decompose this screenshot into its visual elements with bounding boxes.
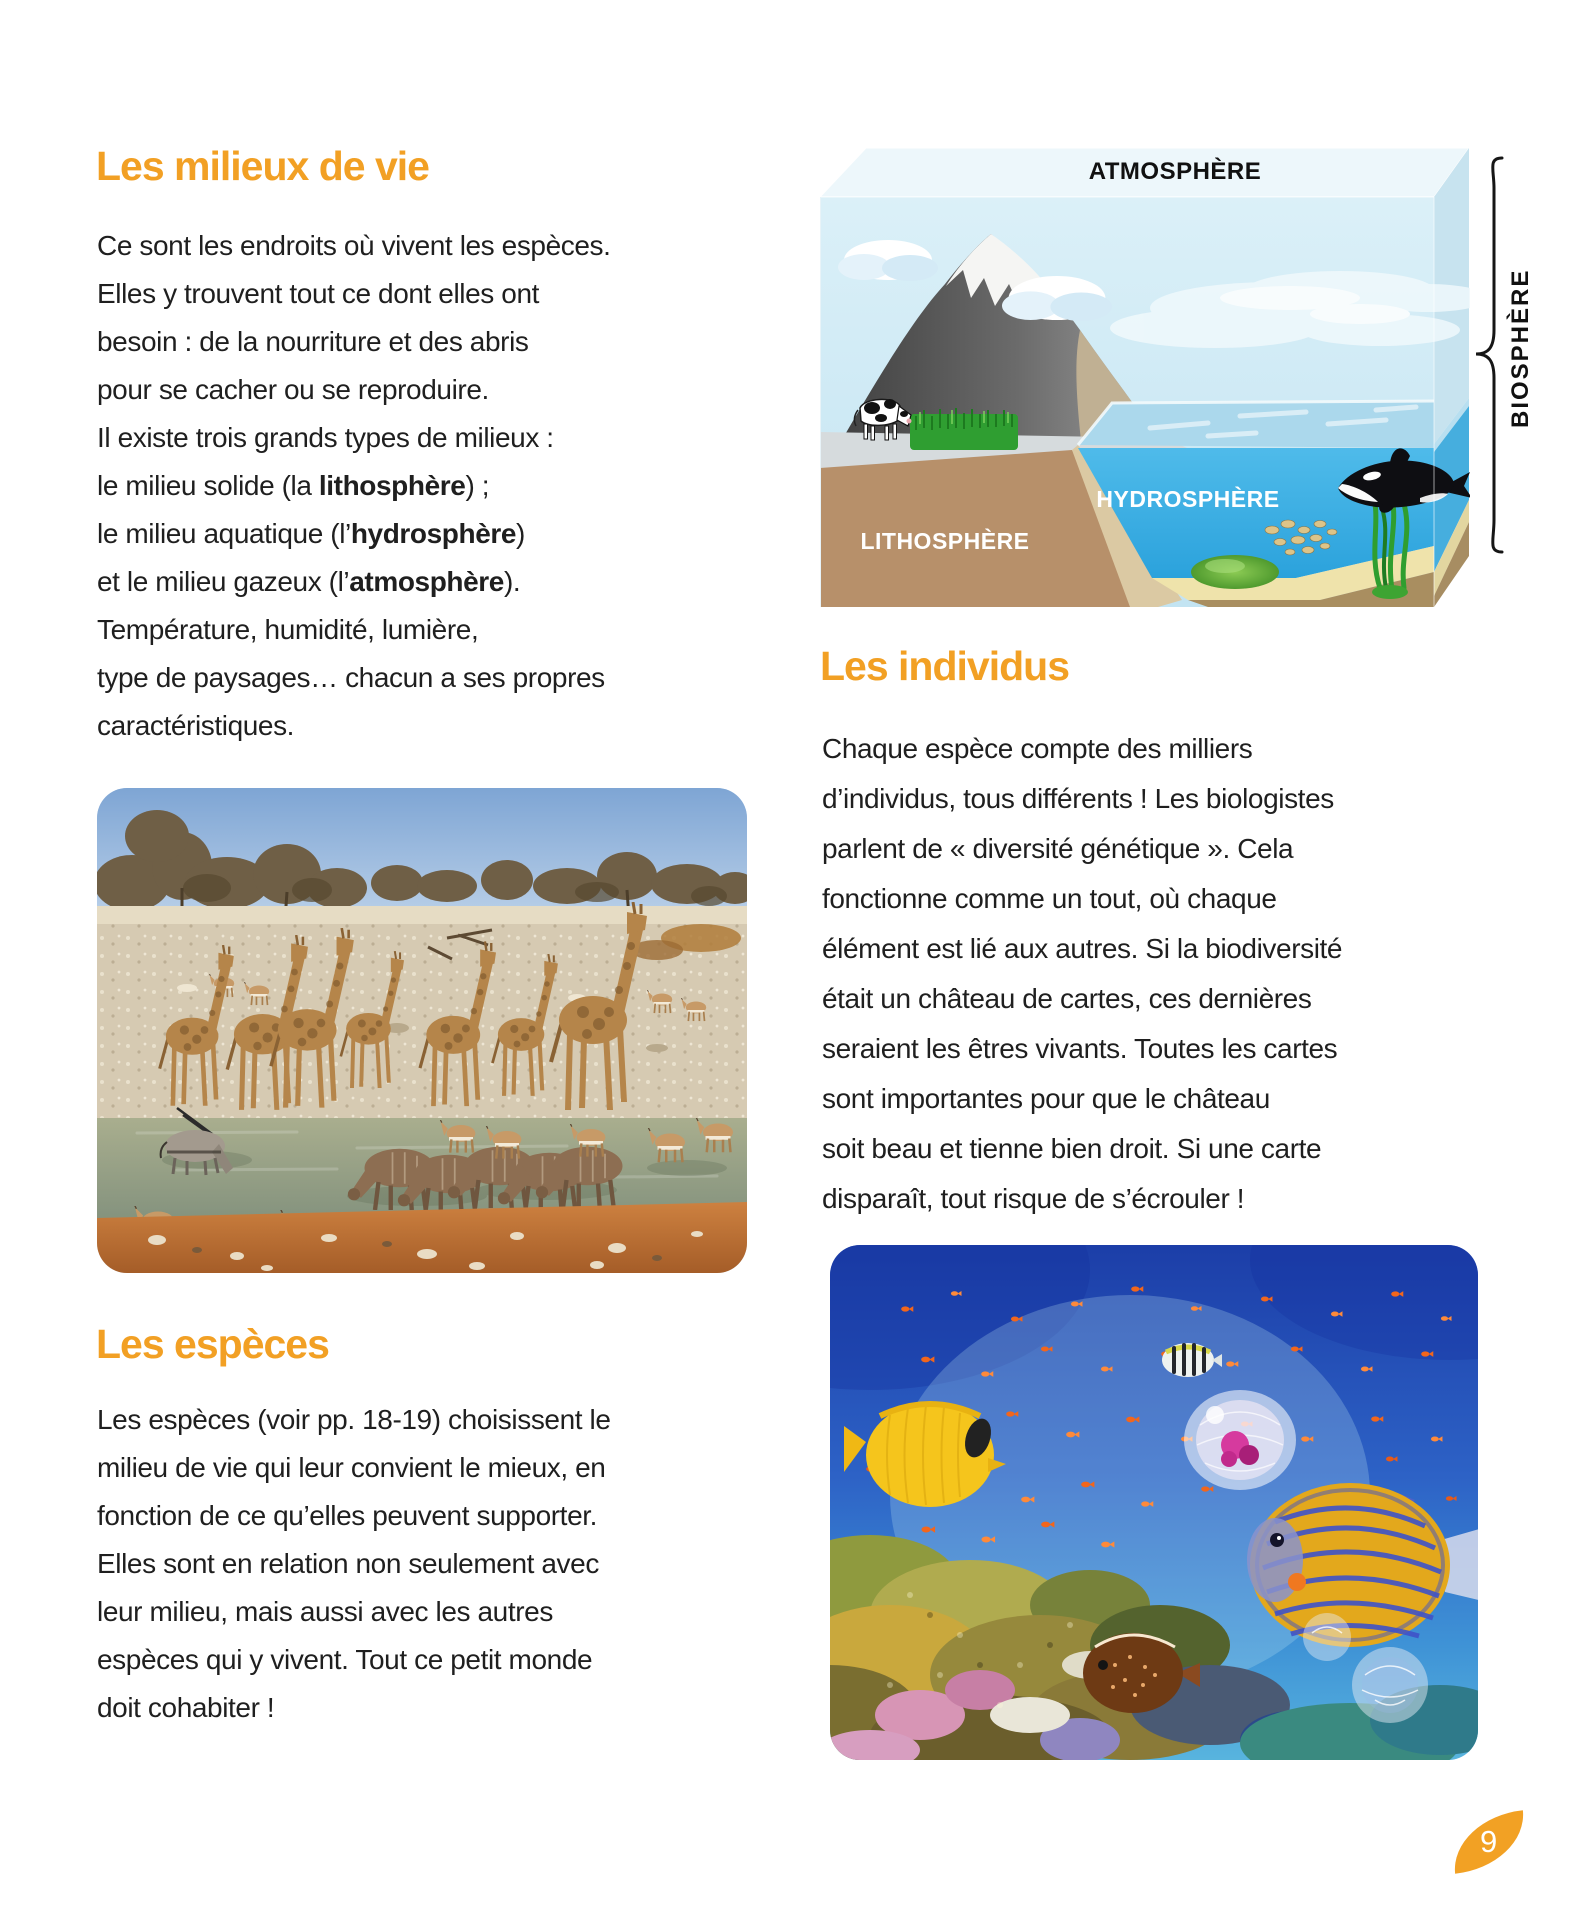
text-line: Elles sont en relation non seulement avec — [97, 1548, 599, 1579]
text-line: d’individus, tous différents ! Les biologistes — [822, 783, 1334, 814]
text-line: était un château de cartes, ces dernières — [822, 983, 1312, 1014]
savanna-waterhole-photo — [97, 788, 747, 1273]
text-line: Il existe trois grands types de milieux : — [97, 422, 554, 453]
text-line: fonction de ce qu’elles peuvent supporter. — [97, 1500, 597, 1531]
section-title-individus: Les individus — [820, 643, 1069, 689]
text-line: parlent de « diversité génétique ». Cela — [822, 833, 1294, 864]
page-number-badge — [1449, 1810, 1528, 1873]
diagram-label-lithosphere: LITHOSPHÈRE — [860, 528, 1030, 554]
text-line: espèces qui y vivent. Tout ce petit monde — [97, 1644, 593, 1675]
section-title-milieux: Les milieux de vie — [96, 143, 429, 189]
text-line: Température, humidité, lumière, — [97, 614, 479, 645]
text-line: élément est lié aux autres. Si la biodiversité — [822, 933, 1343, 964]
paragraph-milieux — [97, 222, 611, 750]
reef-illustration — [830, 1245, 1478, 1760]
text-line: sont importantes pour que le château — [822, 1083, 1270, 1114]
text-line: le milieu aquatique (l’hydrosphère) — [97, 518, 525, 549]
text-line: type de paysages… chacun a ses propres — [97, 662, 605, 693]
diagram-label-hydrosphere: HYDROSPHÈRE — [1096, 486, 1280, 512]
coral-reef-photo — [830, 1245, 1478, 1760]
text-line: le milieu solide (la lithosphère) ; — [97, 470, 490, 501]
savanna-illustration — [97, 788, 747, 1273]
text-line: leur milieu, mais aussi avec les autres — [97, 1596, 553, 1627]
text-line: pour se cacher ou se reproduire. — [97, 374, 489, 405]
diagram-label-biosphere: BIOSPHÈRE — [1507, 268, 1534, 428]
biosphere-diagram — [820, 148, 1540, 623]
text-line: seraient les êtres vivants. Toutes les cartes — [822, 1033, 1338, 1064]
text-line: soit beau et tienne bien droit. Si une carte — [822, 1133, 1322, 1164]
text-line: besoin : de la nourriture et des abris — [97, 326, 529, 357]
section-title-especes: Les espèces — [96, 1321, 329, 1367]
jellyfish — [1184, 1390, 1296, 1490]
text-line: doit cohabiter ! — [97, 1692, 275, 1723]
page-number: 9 — [1480, 1824, 1498, 1859]
text-line: fonctionne comme un tout, où chaque — [822, 883, 1277, 914]
grass-patch — [910, 408, 1018, 450]
text-line: caractéristiques. — [97, 710, 295, 741]
water-surface — [1078, 401, 1434, 448]
text-line: Ce sont les endroits où vivent les espèces. — [97, 230, 611, 261]
text-line: disparaît, tout risque de s’écrouler ! — [822, 1183, 1245, 1214]
text-line: Elles y trouvent tout ce dont elles ont — [97, 278, 539, 309]
paragraph-individus — [822, 724, 1342, 1224]
box-side-face — [1434, 148, 1469, 607]
text-line: et le milieu gazeux (l’atmosphère). — [97, 566, 521, 597]
text-line: Les espèces (voir pp. 18-19) choisissent le — [97, 1404, 611, 1435]
text-line: Chaque espèce compte des milliers — [822, 733, 1253, 764]
paragraph-especes — [97, 1396, 611, 1732]
diagram-label-atmosphere: ATMOSPHÈRE — [1088, 158, 1262, 185]
green-rock — [1191, 555, 1279, 589]
text-line: milieu de vie qui leur convient le mieux, en — [97, 1452, 606, 1483]
